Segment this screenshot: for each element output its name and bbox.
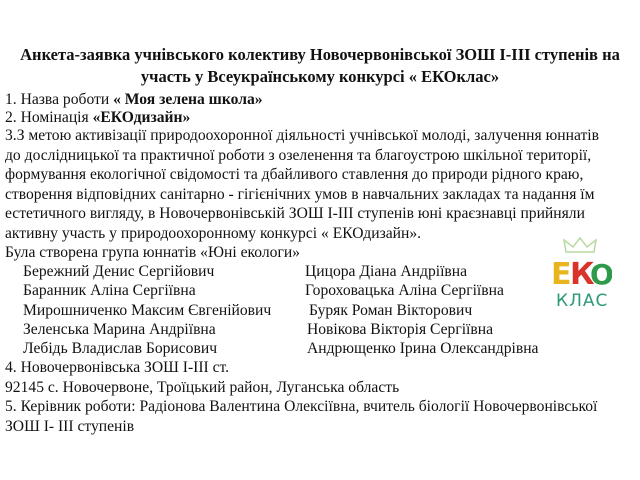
svg-text:Е: Е (551, 257, 572, 292)
item-1 (5, 90, 263, 109)
crown-icon (548, 236, 612, 312)
svg-text:О: О (590, 258, 612, 291)
item-2-value: «ЕКОдизайн» (92, 109, 191, 126)
item-1-label: 1. Назва роботи (5, 91, 114, 108)
member: Баранник Аліна Сергіївна (23, 282, 196, 299)
item-4-line: 92145 с. Новочервоне, Троїцький район, Луганська область (5, 378, 400, 396)
item-3-line: формування екологічної свідомості та дбайливого ставлення до природи рідного краю, (5, 166, 584, 183)
item-3-line: створення відповідних санітарно - гігієнічних умов в навчальних закладах та надання їм (5, 185, 595, 203)
item-5-line: 5. Керівник роботи: Радіонова Валентина Олексіївна, вчитель біології Новочервонівської (5, 398, 598, 415)
item-1-value: « Моя зелена школа» (113, 91, 263, 108)
member: Андрющенко Ірина Олександрівна (307, 340, 539, 357)
item-3-line: активну участь у природоохоронному конкурсі « ЕКОдизайн». (5, 224, 422, 242)
item-3-line: естетичного вигляду, в Новочервонівській ЗОШ І-ІІІ ступенів юні краєзнавці прийняли (5, 205, 585, 222)
member: Гороховацька Аліна Сергіївна (305, 282, 504, 299)
item-2-label: 2. Номінація (5, 109, 93, 126)
group-intro: Була створена група юннатів «Юні екологи» (5, 244, 300, 261)
member: Бережний Денис Сергійович (23, 263, 215, 280)
svg-text:КЛАС: КЛАС (556, 291, 609, 311)
member: Новікова Вікторія Сергіївна (307, 321, 494, 338)
member: Буряк Роман Вікторович (309, 301, 473, 319)
title-line-2: участь у Всеукраїнському конкурсі « ЕКОклас» (140, 67, 500, 86)
item-4-line: 4. Новочервонівська ЗОШ І-ІІІ ст. (5, 359, 230, 376)
item-5-line: ЗОШ І- ІІІ ступенів (5, 417, 135, 435)
svg-text:К: К (570, 257, 595, 292)
item-2 (5, 108, 190, 127)
item-3-line: до дослідницької та практичної роботи з озеленення та благоустрою шкільної території, (5, 146, 592, 164)
eko-klas-logo (548, 236, 612, 312)
title-line-1: Анкета-заявка учнівського колективу Новочервонівської ЗОШ І-ІІІ ступенів на (20, 45, 620, 64)
member: Мирошниченко Максим Євгенійович (23, 301, 272, 319)
member: Зеленська Марина Андріївна (23, 321, 216, 338)
member: Лебідь Владислав Борисович (23, 340, 218, 357)
member: Цицора Діана Андріївна (305, 263, 468, 280)
item-3-line: 3.З метою активізації природоохоронної діяльності учнівської молоді, залучення юннатів (5, 127, 599, 144)
